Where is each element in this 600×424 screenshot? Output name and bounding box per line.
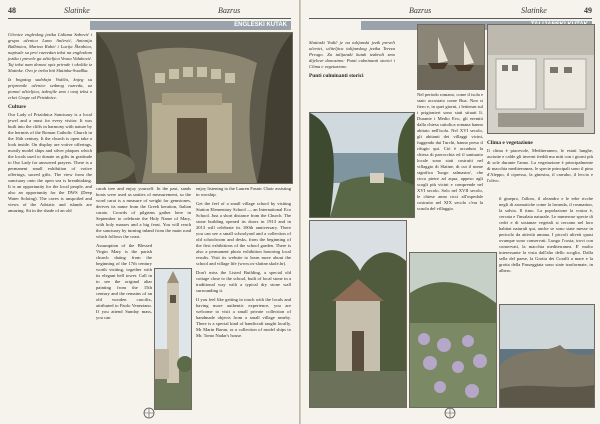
left-masthead-2: Bazrus	[218, 6, 241, 15]
right-masthead: Slatinke	[521, 6, 547, 15]
right-intro: Slatinski Vodič je na talijanski jezik preveli učenici, učiteljica talijanskog jezika Tereza Perago. Za talijanski kutak izabrali smo dijelove donosimo: Punti culminanti storici i Clima e vegetazione.	[309, 40, 395, 69]
left-col-1	[8, 32, 92, 217]
lavender-photo	[409, 252, 497, 408]
left-page	[0, 0, 299, 424]
history-heading: Punti culminanti storici	[309, 73, 364, 79]
right-col1-p1: Nel periodo romano, come il isola e stato accostato come Bua. Non si fiero e, in quei giorni, i lettieran sul i prigionieri sono stati situati lì. Durante i Medio Evo, gli eremiti dalla chiesa cattolica romana hanno abitato nell'isola. Nel XVI secolo, gli abitanti dei villaggi vicini, fuggendo dai Turchi, hanno preso il rifugio qui. Ciò è accaduto la chiesa di parrocchia ed il santuario locale sono stati costruiti nel villaggio di Slatine, di cui il nome significa 'luogo salmastro', che circa pietre ad aqua, appeso agli scogli più vicini e comprende nel XVI secolo. Solo nel XVII secolo, le chiese anno ricci all'ospedale costruito nel XIX secolo c'era la scuola del villaggio.	[417, 92, 483, 211]
left-footer-ornament-icon	[142, 406, 156, 420]
exhibition-hall-photo	[487, 24, 595, 134]
church-bell-tower-photo	[154, 268, 192, 410]
left-col3-p3: Don't miss the Listed Building, a special old cottage close to the school, built of local stone in a traditional way with a typical dry stone wall surrounding it.	[196, 270, 291, 293]
bay-trees-photo	[309, 112, 415, 218]
right-col-3	[499, 196, 593, 277]
left-header-rule	[8, 18, 291, 19]
right-footer-ornament-icon	[443, 406, 457, 420]
left-col3-p4: If you feel like getting in touch with the locals and having more authentic experience, you are welcome to visit a small private collection of handmade objects from a small village nearby. There is a special kind of handicraft taught locally, Mr Marin Barun, or a collection of model ships to Mr. Tomo Nadar's house.	[196, 297, 291, 338]
left-col3-p1: enjoy listening to the Lauren Fasnic Choir assisting in worship.	[196, 186, 291, 197]
sanctuary-photo	[96, 32, 293, 184]
right-col-1	[309, 40, 395, 81]
right-page	[301, 0, 600, 424]
left-col3-p2: Get the feel of a small village school by visiting Station Elementary School — an International Eco School. Just a short distance from the Church. The stone building opened its doors in 1913 and in 2013 will celebrate its 100th anniversary. There you can see a small schoolyard and a collection of old schoolroom and desks, from the beginning of the first exhibitions of the school garden. There is also a permanent photo exhibition honoring local results. Visit its website to learn more about the school and village life (www.os-slatine.skole.hr).	[196, 201, 291, 266]
climate-heading: Clima e vegetazione	[487, 140, 533, 146]
right-col-1b	[417, 92, 483, 215]
left-col2-p1: carob tree and enjoy yourself. In the past, sands boats were used as unities of measurement, so the word carat is a measure of weight for gemstones, derives its name from the Greek keration, Italian carato. Crowds of pilgrims gather here in September to celebrate the Holy Name of Mary, with holy masses and a big feast. You will reach the sanctuary by turning inland from the main road which follows the coast.	[96, 186, 191, 239]
left-col1-p1: Our Lady of Prizidnica Sanctuary is a local jewel and a must for every visitor. It was built into the cliffs in harmony with nature by the hermits of the Roman Catholic Church in the 16th century. It the church is open take a look inside. On display are votive offerings, mostly model ships and silver plaques which the locals used to donate as gifts in gratitude to Our Lady for answered prayers. There is a permanent small exhibition of votive offerings, sacred gifts. The view from the sanctuary onto the open sea is breathtaking. It is an opportunity for the local people, and also an opportunity for the DWS (Deep Water Soloing). The caves is unspoiled and views of the Adriatic and islands are amazing. Sit in the shade of an old	[8, 112, 92, 213]
right-page-number: 49	[584, 6, 592, 15]
right-col2-p1: Il clima è piacevole, Mediterraneo, le estati lunghe, asciutte e calde gli inverni freddi ma miti con i giorni più di sole durante l'anno. La vegetazione è principalmente di macchia mediterranea, le specie principali sono il pino d'Aleppo, il cipresso, la ginestra, il carrubo, il leccio e l'olivo.	[487, 148, 593, 183]
left-masthead: Slatinke	[64, 6, 90, 15]
coastal-rocks-photo	[499, 304, 595, 408]
left-col2-p2: Assumption of the Blessed Virgin Mary is the parish church dating from the beginning of the 17th century worth visiting, together with its elegant bell tower. Call in to see the original altar painting from the 15th century and the remains of an old wooden crucifix, attributed to Paolo Veneziano. If you attend Sunday mass, you can	[96, 243, 152, 320]
left-col-3	[196, 186, 291, 342]
left-intro-2: Iz bogatog sadržaja Vodiča, kojeg su pripremile učenice sedmog razreda, uz pomoć učiteljica, izdvojile smo i ovaj tekst o crkvi Gospe od Prizidnice.	[8, 77, 92, 100]
left-intro: Učenice engleskog jezika Lidiana Sabović i grupa učenica Lana Ančević, Antonija Balbinica, Marina Rubić i Lucija Škrabica, napisale su prvi razvedan tekst na engleskom jeziku i prevele ga učiteljica Vesna Vidaković. Taj tekst nam donosi opis prirode i okoliša iz Slatinke. Ovo je treba biti Slatinka-Svadlka.	[8, 32, 92, 73]
right-col-2	[487, 138, 593, 187]
left-page-number: 48	[8, 6, 16, 15]
right-col3-p1: il ginepro, l'alloro, il oleandro e le erbe ricche negli di aromatiche come la lavanda, il rosmarino, la salvia. Il timo. La popolazione la vostra è, cercata e l'insalata naturale. Le numerose specie di cedri e di sostanze vegetali si cercano nel loro habitat naturali qui, anche se sono state messe in pericolo da attività umana. I piccoli uliveti quasi ovunque sono conservati. Lungo l'costa, trovi con conservati, la macchia mediterranea. E' molto interessante la vista dall'alto dello scoglio. Dalla sella del paese, la Grotta dei Coralli a mare e la grotta della Passeggiata sono state trasformate, in albero.	[499, 196, 593, 273]
culture-heading: Culture	[8, 104, 26, 110]
chapel-photo	[309, 220, 407, 408]
model-ships-photo	[417, 24, 485, 90]
right-masthead-2: Bazrus	[409, 6, 432, 15]
left-section-bar: ENGLESKI KUTAK	[90, 21, 291, 30]
right-header-rule	[309, 18, 592, 19]
